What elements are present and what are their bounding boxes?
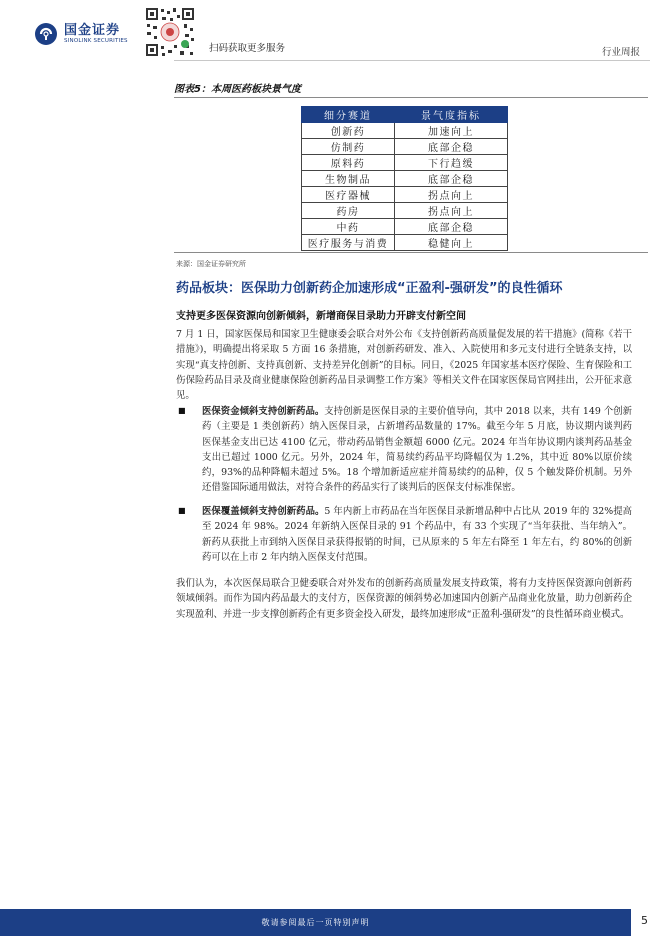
table-row bbox=[302, 219, 508, 235]
figure-title: 图表5：本周医药板块景气度 bbox=[174, 84, 301, 95]
bullet-square-icon: ■ bbox=[178, 406, 186, 415]
table-cell: 拐点向上 bbox=[395, 203, 508, 219]
table-row bbox=[302, 139, 508, 155]
section-title: 药品板块：医保助力创新药企加速形成“正盈利-强研发”的良性循环 bbox=[176, 281, 563, 296]
table-cell: 原料药 bbox=[302, 155, 395, 171]
logo-text-en: SINOLINK SECURITIES bbox=[64, 37, 128, 44]
table-cell: 加速向上 bbox=[395, 123, 508, 139]
footer-disclaimer: 敬请参阅最后一页特别声明 bbox=[261, 918, 370, 927]
table-cell: 底部企稳 bbox=[395, 139, 508, 155]
table-cell: 稳健向上 bbox=[395, 235, 508, 251]
table-row bbox=[302, 235, 508, 251]
table-header-cell: 细分赛道 bbox=[302, 107, 395, 123]
header-divider bbox=[174, 60, 650, 61]
table-cell: 底部企稳 bbox=[395, 219, 508, 235]
bullet-paragraph bbox=[202, 404, 632, 496]
body-paragraph: 我们认为，本次医保局联合卫健委联合对外发布的创新药高质量发展支持政策，将有力支持医保资源向创新药领域倾斜。而作为国内药品最大的支付方，医保资源的倾斜势必加速国内创新产品商业化放量，助力创新药企实现盈利、并进一步支撑创新药企有更多资金投入研发，最终加速形成“正盈利-强研发”的良性循环商业模式。 bbox=[176, 578, 632, 620]
table-cell: 中药 bbox=[302, 219, 395, 235]
page-footer bbox=[0, 909, 631, 936]
table-cell: 医疗服务与消费 bbox=[302, 235, 395, 251]
bullet-square-icon: ■ bbox=[178, 506, 186, 515]
bullet-lead: 医保资金倾斜支持创新药品。 bbox=[202, 406, 325, 417]
table-cell: 创新药 bbox=[302, 123, 395, 139]
bullet-lead: 医保覆盖倾斜支持创新药品。 bbox=[202, 506, 325, 517]
table-cell: 生物制品 bbox=[302, 171, 395, 187]
table-cell: 下行趋缓 bbox=[395, 155, 508, 171]
qr-code-icon bbox=[144, 6, 196, 58]
table-cell: 仿制药 bbox=[302, 139, 395, 155]
table-cell: 拐点向上 bbox=[395, 187, 508, 203]
figure-bottom-rule bbox=[174, 252, 648, 253]
table-header-cell: 景气度指标 bbox=[395, 107, 508, 123]
sinolink-logo bbox=[34, 22, 128, 46]
page-header bbox=[0, 0, 662, 62]
table-row bbox=[302, 187, 508, 203]
sinolink-logo-icon bbox=[34, 22, 58, 46]
table-row bbox=[302, 123, 508, 139]
figure-top-rule bbox=[174, 97, 648, 98]
table-row bbox=[302, 171, 508, 187]
report-type: 行业周报 bbox=[601, 47, 640, 58]
table-cell: 医疗器械 bbox=[302, 187, 395, 203]
table-row bbox=[302, 155, 508, 171]
bullet-text: 支持创新是医保目录的主要价值导向，其中 2018 以来，共有 149 个创新药（主要是 1 类创新药）纳入医保目录，占新增药品数量的 17%。截至今年 5 月底，协议期内谈判药医保基金支出已达 4100 亿元，带动药品销售金额超 6000 亿元。2024 年当年协议期内谈判药品基金支出已超过 1000 亿元。另外，2024 年，简易续约药品平均降幅仅为 1.2%，其中近 80%以原价续约，93%的品种降幅未超过 5%。18 个增加新适应症并简易续约的品种，仅 5 个触发降价机制。另外还借鉴国际通用做法，对符合条件的药品实行了谈判后的医保支付标准保密。 bbox=[202, 406, 632, 494]
table-cell: 药房 bbox=[302, 203, 395, 219]
sector-sentiment-table bbox=[301, 106, 508, 251]
bullet-paragraph bbox=[202, 504, 632, 565]
section-subtitle: 支持更多医保资源向创新倾斜，新增商保目录助力开辟支付新空间 bbox=[176, 311, 466, 322]
table-row bbox=[302, 203, 508, 219]
table-cell: 底部企稳 bbox=[395, 171, 508, 187]
body-paragraph: 7 月 1 日，国家医保局和国家卫生健康委会联合对外公布《支持创新药高质量促发展的若干措施》(简称《若干措施》)，明确提出将采取 5 方面 16 条措施，对创新药研发、准入、入院使用和多元支付进行全链条支持，以实现“真支持创新、支持真创新、支持差异化创新”的目标。同日，《2025 年国家基本医疗保险、生育保险和工伤保险药品目录及商业健康保险创新药品目录调整工作方案》等相关文件在国家医保局官网挂出，公开征求意见。 bbox=[176, 329, 632, 402]
logo-text-cn: 国金证券 bbox=[64, 22, 121, 38]
figure-source: 来源：国金证券研究所 bbox=[176, 260, 246, 268]
page-number: 5 bbox=[641, 914, 648, 927]
table-header-row bbox=[302, 107, 508, 123]
qr-caption: 扫码获取更多服务 bbox=[209, 43, 286, 54]
bullet-text: 5 年内新上市药品在当年医保目录新增品种中占比从 2019 年的 32%提高至 2024 年 98%。2024 年新纳入医保目录的 91 个药品中，有 33 个实现了“当年获批、当年纳入”。新药从获批上市到纳入医保目录获得报销的时间，已从原来的 5 年左右降至 1 年左右，约 80%的创新药可以在上市 2 年内纳入医保支付范围。 bbox=[202, 506, 632, 563]
